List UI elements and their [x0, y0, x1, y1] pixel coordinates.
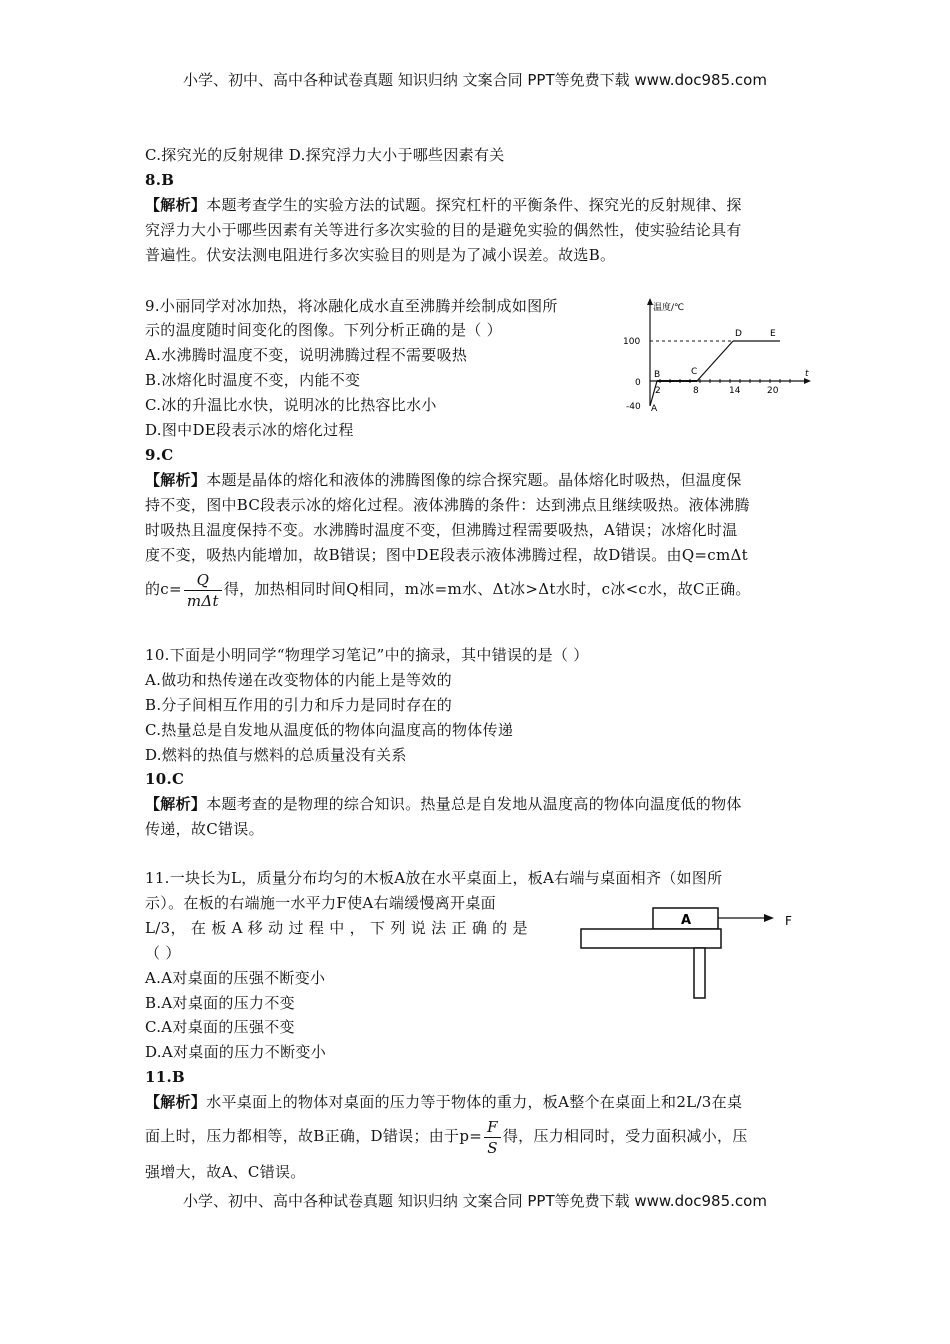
x-tick-14: 14	[729, 386, 741, 396]
q11-option-c: C.A对桌面的压强不变	[145, 1018, 295, 1036]
x-tick-20: 20	[767, 386, 779, 396]
q8-analysis-line2: 究浮力大小于哪些因素有关等进行多次实验的目的是避免实验的偶然性，使实验结论具有	[145, 221, 742, 239]
q10-analysis-line2: 传递，故C错误。	[145, 820, 264, 838]
page-header: 小学、初中、高中各种试卷真题 知识归纳 文案合同 PPT等免费下载 www.doc985.com	[183, 71, 767, 89]
q11-analysis-line3: 强增大，故A、C错误。	[145, 1163, 306, 1181]
q11-option-a: A.A对桌面的压强不断变小	[145, 969, 326, 987]
q9-analysis-line2: 持不变，图中BC段表示冰的熔化过程。液体沸腾的条件：达到沸点且继续吸热。液体沸腾	[145, 496, 750, 514]
analysis-tag: 【解析】	[145, 196, 207, 214]
analysis-tag: 【解析】	[145, 795, 207, 813]
q11-analysis-line1: 【解析】水平桌面上的物体对桌面的压力等于物体的重力，板A整个在桌面上和2L/3在桌	[145, 1093, 743, 1111]
q11-stem-line4: （ ）	[145, 944, 181, 962]
point-d-label: D	[735, 329, 742, 339]
y-tick-0: 0	[635, 378, 641, 388]
table-leg	[694, 948, 705, 998]
analysis-tag: 【解析】	[145, 1093, 207, 1111]
y-axis-label: 温度/℃	[653, 303, 685, 313]
q8-analysis-line3: 普遍性。伏安法测电阻进行多次实验目的则是为了减小误差。故选B。	[145, 246, 616, 264]
force-arrow-head	[764, 914, 774, 922]
point-a-label: A	[651, 404, 658, 414]
q11-stem-line3: L/3， 在 板 A 移 动 过 程 中 ， 下 列 说 法 正 确 的 是	[145, 919, 528, 937]
fraction-f-over-s: $\frac{F}{S}$	[484, 1117, 501, 1158]
analysis-tag: 【解析】	[145, 471, 207, 489]
q9-option-d: D.图中DE段表示冰的熔化过程	[145, 421, 354, 439]
q10-stem: 10.下面是小明同学“物理学习笔记”中的摘录，其中错误的是（ ）	[145, 646, 589, 664]
q10-option-d: D.燃料的热值与燃料的总质量没有关系	[145, 746, 407, 764]
q11-stem-line1: 11.一块长为L，质量分布均匀的木板A放在水平桌面上，板A右端与桌面相齐（如图所	[145, 869, 723, 887]
q9-analysis-line1: 【解析】本题是晶体的熔化和液体的沸腾图像的综合探究题。晶体熔化时吸热，但温度保	[145, 471, 742, 489]
force-f-label: F	[785, 914, 792, 928]
temperature-time-graph	[615, 296, 815, 414]
q9-option-b: B.冰熔化时温度不变，内能不变	[145, 371, 361, 389]
board-a-label: A	[681, 913, 692, 928]
point-b-label: B	[654, 370, 661, 380]
q10-analysis-line1: 【解析】本题考查的是物理的综合知识。热量总是自发地从温度高的物体向温度低的物体	[145, 795, 742, 813]
y-tick-neg40: -40	[626, 402, 641, 412]
q11-stem-line2: 示）。在板的右端施一水平力F使A右端缓慢离开桌面	[145, 894, 496, 912]
q9-analysis-line5: 的c= $\frac{Q}{\text{mΔt}}$ 得，加热相同时间Q相同，m冰=m水、Δt冰>Δt水时，c冰<c水，故C正确。	[145, 570, 751, 610]
y-tick-100: 100	[623, 337, 641, 347]
table-top	[581, 929, 721, 948]
point-e-label: E	[770, 329, 776, 339]
x-tick-8: 8	[693, 386, 699, 396]
q10-option-c: C.热量总是自发地从温度低的物体向温度高的物体传递	[145, 721, 514, 739]
q9-answer: 9.C	[145, 446, 174, 464]
q8-analysis-line1: 【解析】本题考查学生的实验方法的试题。探究杠杆的平衡条件、探究光的反射规律、探	[145, 196, 742, 214]
x-tick-2: 2	[655, 386, 661, 396]
q9-stem-line2: 示的温度随时间变化的图像。下列分析正确的是（ ）	[145, 321, 502, 339]
q7-options: C.探究光的反射规律 D.探究浮力大小于哪些因素有关	[145, 146, 505, 164]
q10-answer: 10.C	[145, 770, 185, 788]
x-axis-label: t	[805, 369, 809, 379]
page-footer: 小学、初中、高中各种试卷真题 知识归纳 文案合同 PPT等免费下载 www.doc985.com	[183, 1192, 767, 1210]
q9-option-c: C.冰的升温比水快，说明冰的比热容比水小	[145, 396, 437, 414]
segment-cd	[697, 341, 733, 381]
q11-answer: 11.B	[145, 1068, 185, 1086]
q11-option-d: D.A对桌面的压力不断变小	[145, 1043, 326, 1061]
q9-analysis-line3: 时吸热且温度保持不变。水沸腾时温度不变，但沸腾过程需要吸热，A错误；冰熔化时温	[145, 521, 738, 539]
fraction-q-over-mdt: $\frac{Q}{\text{mΔt}}$	[184, 570, 222, 611]
q10-option-b: B.分子间相互作用的引力和斥力是同时存在的	[145, 696, 453, 714]
q11-option-b: B.A对桌面的压力不变	[145, 994, 295, 1012]
q9-analysis-line4: 度不变，吸热内能增加，故B错误；图中DE段表示液体沸腾过程，故D错误。由Q=cmΔt	[145, 546, 748, 564]
q10-option-a: A.做功和热传递在改变物体的内能上是等效的	[145, 671, 452, 689]
q8-answer: 8.B	[145, 171, 175, 189]
q9-option-a: A.水沸腾时温度不变，说明沸腾过程不需要吸热	[145, 346, 468, 364]
point-c-label: C	[691, 367, 698, 377]
q11-analysis-line2: 面上时，压力都相等，故B正确，D错误；由于p= $\frac{F}{S}$ 得，压力相同时，受力面积减小，压	[145, 1117, 748, 1157]
q9-stem-line1: 9.小丽同学对冰加热，将冰融化成水直至沸腾并绘制成如图所	[145, 297, 558, 315]
board-table-figure	[578, 900, 808, 1004]
